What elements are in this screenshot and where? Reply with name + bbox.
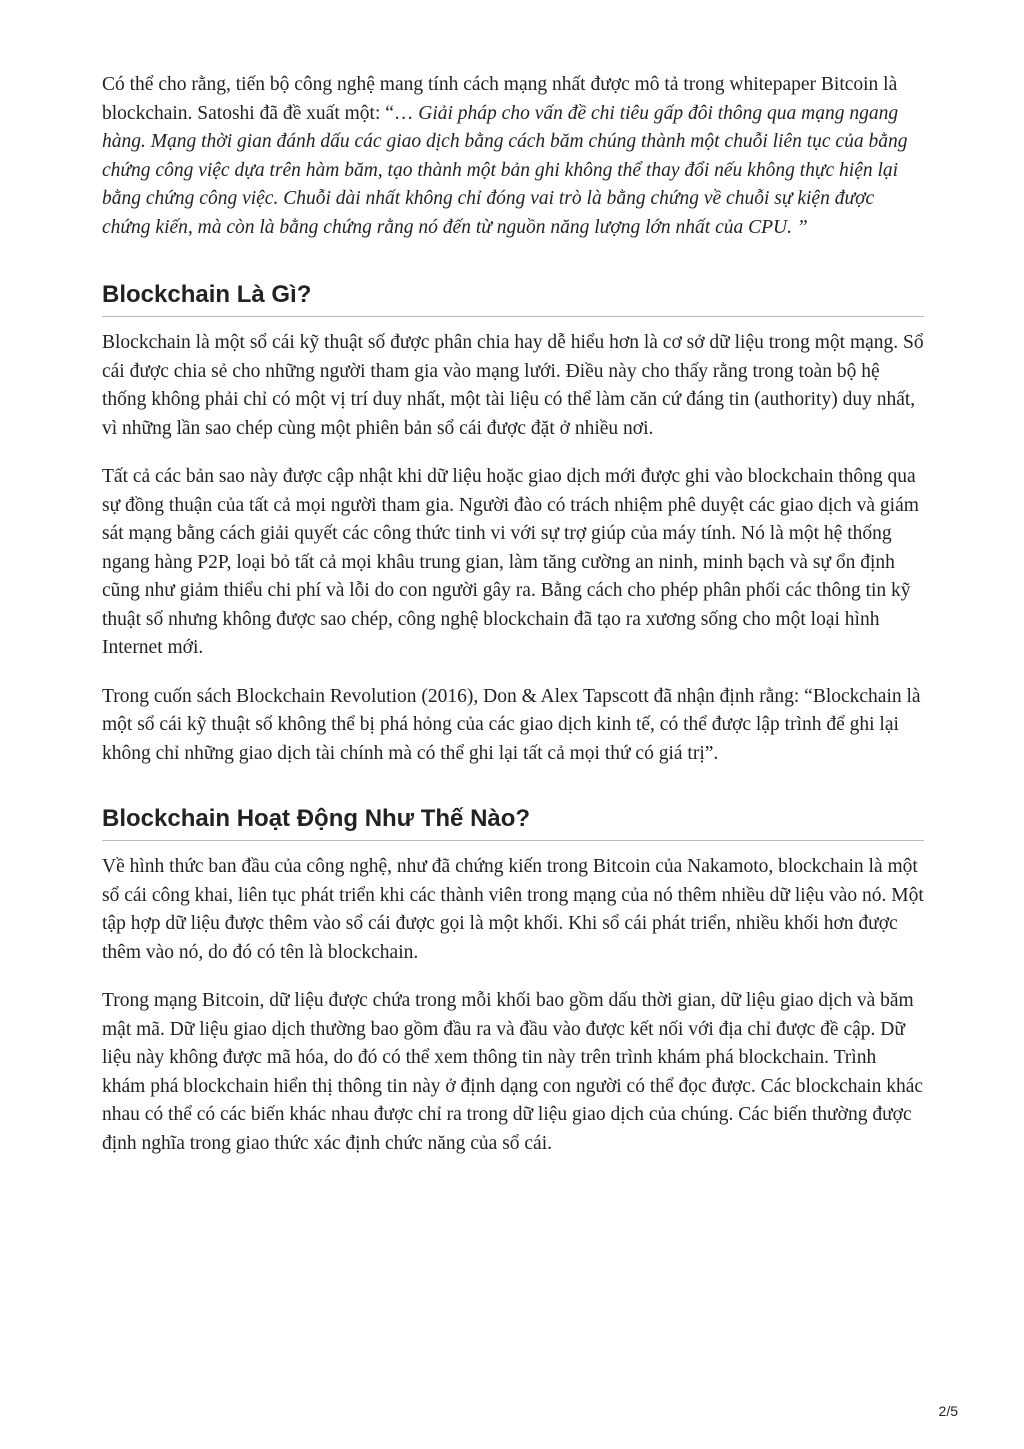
- section2-paragraph-1: Về hình thức ban đầu của công nghệ, như đã chứng kiến trong Bitcoin của Nakamoto, blockchain là một sổ cái công khai, liên tục phát triển khi các thành viên trong mạng của nó thêm nhiều dữ liệu vào nó. Một tập hợp dữ liệu được thêm vào sổ cái được gọi là một khối. Khi sổ cái phát triển, nhiều khối hơn được thêm vào nó, do đó có tên là blockchain.: [102, 856, 924, 963]
- section2-paragraph-2: Trong mạng Bitcoin, dữ liệu được chứa trong mỗi khối bao gồm dấu thời gian, dữ liệu giao dịch và băm mật mã. Dữ liệu giao dịch thường bao gồm đầu ra và đầu vào được kết nối với địa chỉ được đề cập. Dữ liệu này không được mã hóa, do đó có thể xem thông tin này trên trình khám phá blockchain. Trình khám phá blockchain hiển thị thông tin này ở định dạng con người có thể đọc được. Các blockchain khác nhau có thể có các biến khác nhau được chỉ ra trong dữ liệu giao dịch của chúng. Các biến thường được định nghĩa trong giao thức xác định chức năng của sổ cái.: [102, 990, 924, 1154]
- section-heading-how-blockchain-works: Blockchain Hoạt Động Như Thế Nào?: [102, 804, 924, 841]
- article-body: [102, 71, 924, 1178]
- intro-lead-text: Có thể cho rằng, tiến bộ công nghệ mang tính cách mạng nhất được mô tả trong whitepaper Bitcoin là blockchain. Satoshi đã đề xuất một: “…: [102, 74, 898, 124]
- section1-paragraph-2: Tất cả các bản sao này được cập nhật khi dữ liệu hoặc giao dịch mới được ghi vào blockchain thông qua sự đồng thuận của tất cả mọi người tham gia. Người đào có trách nhiệm phê duyệt các giao dịch và giám sát mạng bằng cách giải quyết các công thức tinh vi với sự trợ giúp của máy tính. Nó là một hệ thống ngang hàng P2P, loại bỏ tất cả mọi khâu trung gian, làm tăng cường an ninh, minh bạch và sự ổn định cũng như giảm thiểu chi phí và lỗi do con người gây ra. Bằng cách cho phép phân phối các thông tin kỹ thuật số nhưng không được sao chép, công nghệ blockchain đã tạo ra xương sống cho một loại hình Internet mới.: [102, 466, 919, 658]
- intro-paragraph: [102, 71, 924, 242]
- section1-paragraph-1: Blockchain là một sổ cái kỹ thuật số được phân chia hay dễ hiểu hơn là cơ sở dữ liệu trong một mạng. Sổ cái được chia sẻ cho những người tham gia vào mạng lưới. Điều này cho thấy rằng trong toàn bộ hệ thống không phải chỉ có một vị trí duy nhất, một tài liệu có thể làm căn cứ đáng tin (authority) duy nhất, vì những lần sao chép cùng một phiên bản sổ cái được đặt ở nhiều nơi.: [102, 332, 924, 439]
- section1-paragraph-3: Trong cuốn sách Blockchain Revolution (2016), Don & Alex Tapscott đã nhận định rằng: “Blockchain là một sổ cái kỹ thuật số không thể bị phá hỏng của các giao dịch kinh tế, có thể được lập trình để ghi lại không chỉ những giao dịch tài chính mà có thể ghi lại tất cả mọi thứ có giá trị”.: [102, 685, 921, 764]
- page-number: 2/5: [938, 1403, 958, 1419]
- whitepaper-quote: Giải pháp cho vấn đề chi tiêu gấp đôi thông qua mạng ngang hàng. Mạng thời gian đánh dấu các giao dịch bằng cách băm chúng thành một chuỗi liên tục của bằng chứng công việc dựa trên hàm băm, tạo thành một bản ghi không thể thay đổi nếu không thực hiện lại bằng chứng công việc. Chuỗi dài nhất không chỉ đóng vai trò là bằng chứng về chuỗi sự kiện được chứng kiến, mà còn là bằng chứng rằng nó đến từ nguồn năng lượng lớn nhất của CPU. ”: [102, 102, 908, 238]
- section-heading-what-is-blockchain: Blockchain Là Gì?: [102, 280, 924, 317]
